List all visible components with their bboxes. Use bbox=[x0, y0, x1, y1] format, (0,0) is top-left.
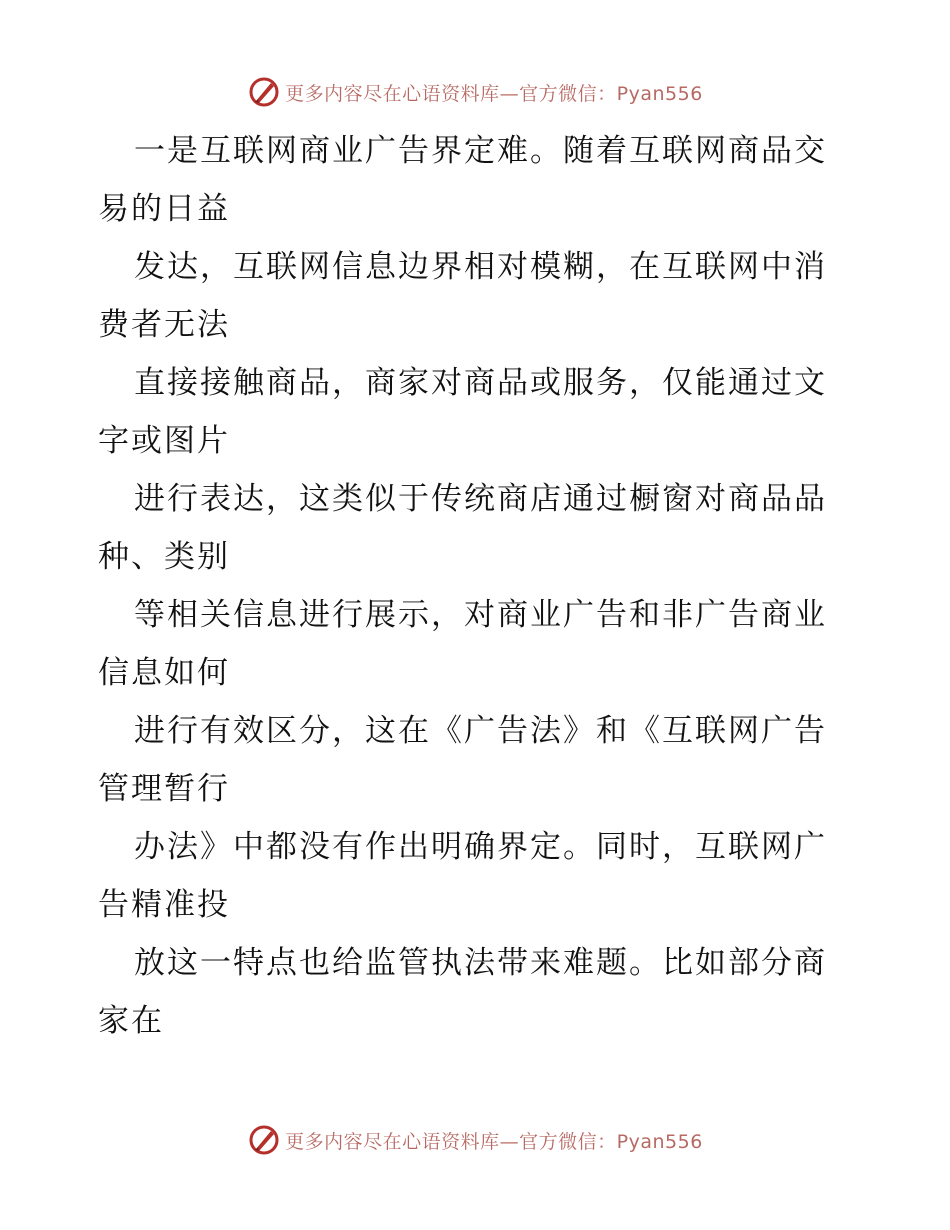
body-line: 进行表达，这类似于传统商店通过橱窗对商品品 bbox=[134, 481, 827, 517]
body-line: 一是互联网商业广告界定难。随着互联网商品交 bbox=[134, 133, 827, 169]
header-wechat-id: Pyan556 bbox=[616, 82, 703, 105]
pen-logo-icon bbox=[247, 1123, 281, 1157]
body-line: 易的日益 bbox=[98, 191, 230, 227]
body-line: 等相关信息进行展示，对商业广告和非广告商业 bbox=[134, 597, 827, 633]
body-line: 进行有效区分，这在《广告法》和《互联网广告 bbox=[134, 713, 827, 749]
footer-wechat-id: Pyan556 bbox=[616, 1130, 703, 1153]
body-line: 放这一特点也给监管执法带来难题。比如部分商 bbox=[134, 945, 827, 981]
footer-banner-label: 更多内容尽在心语资料库—官方微信： bbox=[285, 1130, 617, 1153]
body-line: 信息如何 bbox=[98, 655, 230, 691]
body-line: 种、类别 bbox=[98, 539, 230, 575]
body-line: 费者无法 bbox=[98, 307, 230, 343]
body-line: 直接接触商品，商家对商品或服务，仅能通过文 bbox=[134, 365, 827, 401]
footer-banner bbox=[0, 1120, 950, 1160]
footer-banner-text bbox=[285, 1127, 703, 1154]
header-banner-label: 更多内容尽在心语资料库—官方微信： bbox=[285, 82, 617, 105]
body-line: 管理暂行 bbox=[98, 771, 230, 807]
header-banner-text bbox=[285, 79, 703, 106]
body-line: 家在 bbox=[98, 1003, 164, 1039]
body-line: 字或图片 bbox=[98, 423, 230, 459]
pen-logo-icon bbox=[247, 75, 281, 109]
body-line: 告精准投 bbox=[98, 887, 230, 923]
body-line: 办法》中都没有作出明确界定。同时，互联网广 bbox=[134, 829, 827, 865]
body-line: 发达，互联网信息边界相对模糊，在互联网中消 bbox=[134, 249, 827, 285]
document-body bbox=[98, 122, 858, 1050]
header-banner bbox=[0, 72, 950, 112]
